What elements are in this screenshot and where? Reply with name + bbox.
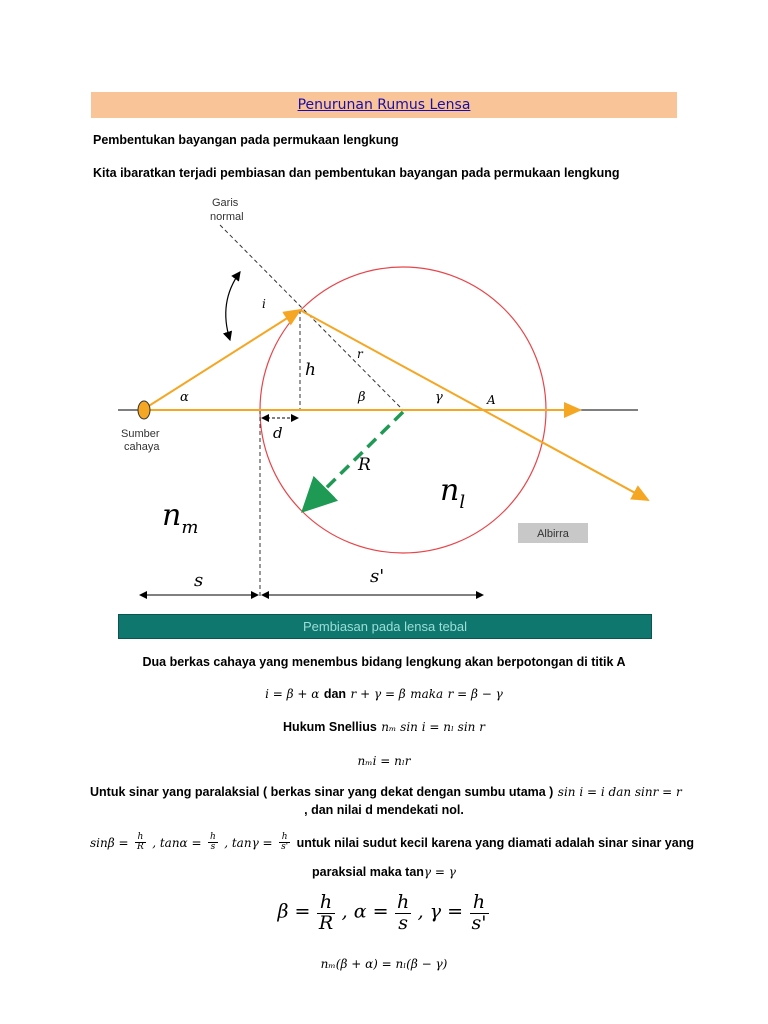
- big-alpha: , α =: [341, 900, 389, 923]
- light-source: [138, 401, 150, 419]
- incident-ray: [144, 310, 300, 409]
- R-label: R: [358, 455, 371, 475]
- snell-label: Hukum Snellius: [283, 720, 377, 734]
- eq-i: i = β + α: [265, 687, 320, 701]
- garis-label: Garis: [212, 197, 239, 209]
- eq-r-gamma: r + γ = β: [350, 687, 406, 701]
- h-label: h: [305, 360, 316, 380]
- frac-h-sp: $\frac{h}{s'}$: [281, 832, 289, 853]
- intersection-text: Dua berkas cahaya yang menembus bidang lengkung akan berpotongan di titik A: [142, 655, 626, 669]
- s-prime-label: s': [370, 566, 385, 587]
- tana-label: , tanα =: [152, 836, 202, 851]
- title-bar: [91, 92, 677, 118]
- source-label-2: cahaya: [124, 441, 160, 453]
- angle-r-label: r: [357, 347, 363, 361]
- paraxial-tan-text: paraksial maka tan: [312, 865, 424, 879]
- paraxial-tan-line: [90, 863, 678, 881]
- angle-i-label: i: [262, 297, 266, 311]
- sinb-label: sinβ =: [90, 836, 129, 851]
- watermark-label: Albirra: [537, 528, 569, 540]
- small-angle-line: [90, 832, 694, 853]
- refraction-diagram: [100, 190, 660, 610]
- snell-small-angle: [90, 752, 678, 770]
- radius-arrow: [306, 412, 403, 508]
- angle-i-arc: [226, 272, 240, 340]
- big-frac-h-s: $\frac{h}{s}$: [396, 891, 410, 934]
- normal-line: [220, 225, 403, 410]
- eq-r: r = β − γ: [447, 687, 503, 701]
- point-a-label: A: [487, 393, 496, 407]
- small-angle-text: untuk nilai sudut kecil karena yang diamati adalah sinar sinar yang: [296, 836, 694, 851]
- heading-curved-surface: Pembentukan bayangan pada permukaan lengkung: [93, 133, 399, 147]
- s-label: s: [194, 570, 204, 591]
- angle-equations: [90, 685, 678, 703]
- eq-nmi: nₘi = nₗr: [357, 754, 411, 768]
- snell-law: [90, 718, 678, 736]
- paraxial-tan-eq: γ = γ: [423, 865, 456, 879]
- beta-label: β: [358, 390, 366, 405]
- paraxial-cont: , dan nilai d mendekati nol.: [304, 803, 464, 817]
- source-label-1: Sumber: [121, 428, 160, 440]
- refracted-ray: [300, 310, 648, 500]
- approx-equations: [90, 893, 678, 934]
- normal-label: normal: [210, 211, 244, 223]
- final-eq: nₘ(β + α) = nₗ(β − γ): [320, 957, 448, 971]
- final-equation: [90, 955, 678, 973]
- diagram-caption: Pembiasan pada lensa tebal: [118, 614, 652, 639]
- n-l-label: $n_l$: [440, 473, 466, 513]
- gamma-label: γ: [435, 390, 443, 405]
- frac-h-s: $\frac{h}{s}$: [209, 832, 216, 853]
- big-frac-h-sp: $\frac{h}{s'}$: [471, 891, 487, 934]
- big-gamma: , γ =: [417, 900, 464, 923]
- heading-intro: Kita ibaratkan terjadi pembiasan dan pembentukan bayangan pada permukaan lengkung: [93, 166, 620, 180]
- frac-h-R: $\frac{h}{R}$: [136, 832, 144, 853]
- title-link[interactable]: Penurunan Rumus Lensa: [297, 97, 471, 113]
- paraxial-text: Untuk sinar yang paralaksial ( berkas sinar yang dekat dengan sumbu utama ): [90, 785, 554, 799]
- big-beta: β =: [277, 900, 311, 923]
- paraxial-eq: sin i = i dan sinr = r: [557, 785, 682, 799]
- snell-eq: nₘ sin i = nₗ sin r: [381, 720, 485, 734]
- paraxial-line: [90, 783, 682, 801]
- eq-maka: maka: [410, 687, 444, 701]
- eq-dan: dan: [323, 687, 347, 701]
- big-frac-h-R: $\frac{h}{R}$: [318, 891, 334, 934]
- tang-label: , tanγ =: [224, 836, 273, 851]
- n-m-label: $n_m$: [162, 498, 199, 538]
- alpha-label: α: [180, 390, 189, 405]
- d-label: d: [273, 424, 283, 442]
